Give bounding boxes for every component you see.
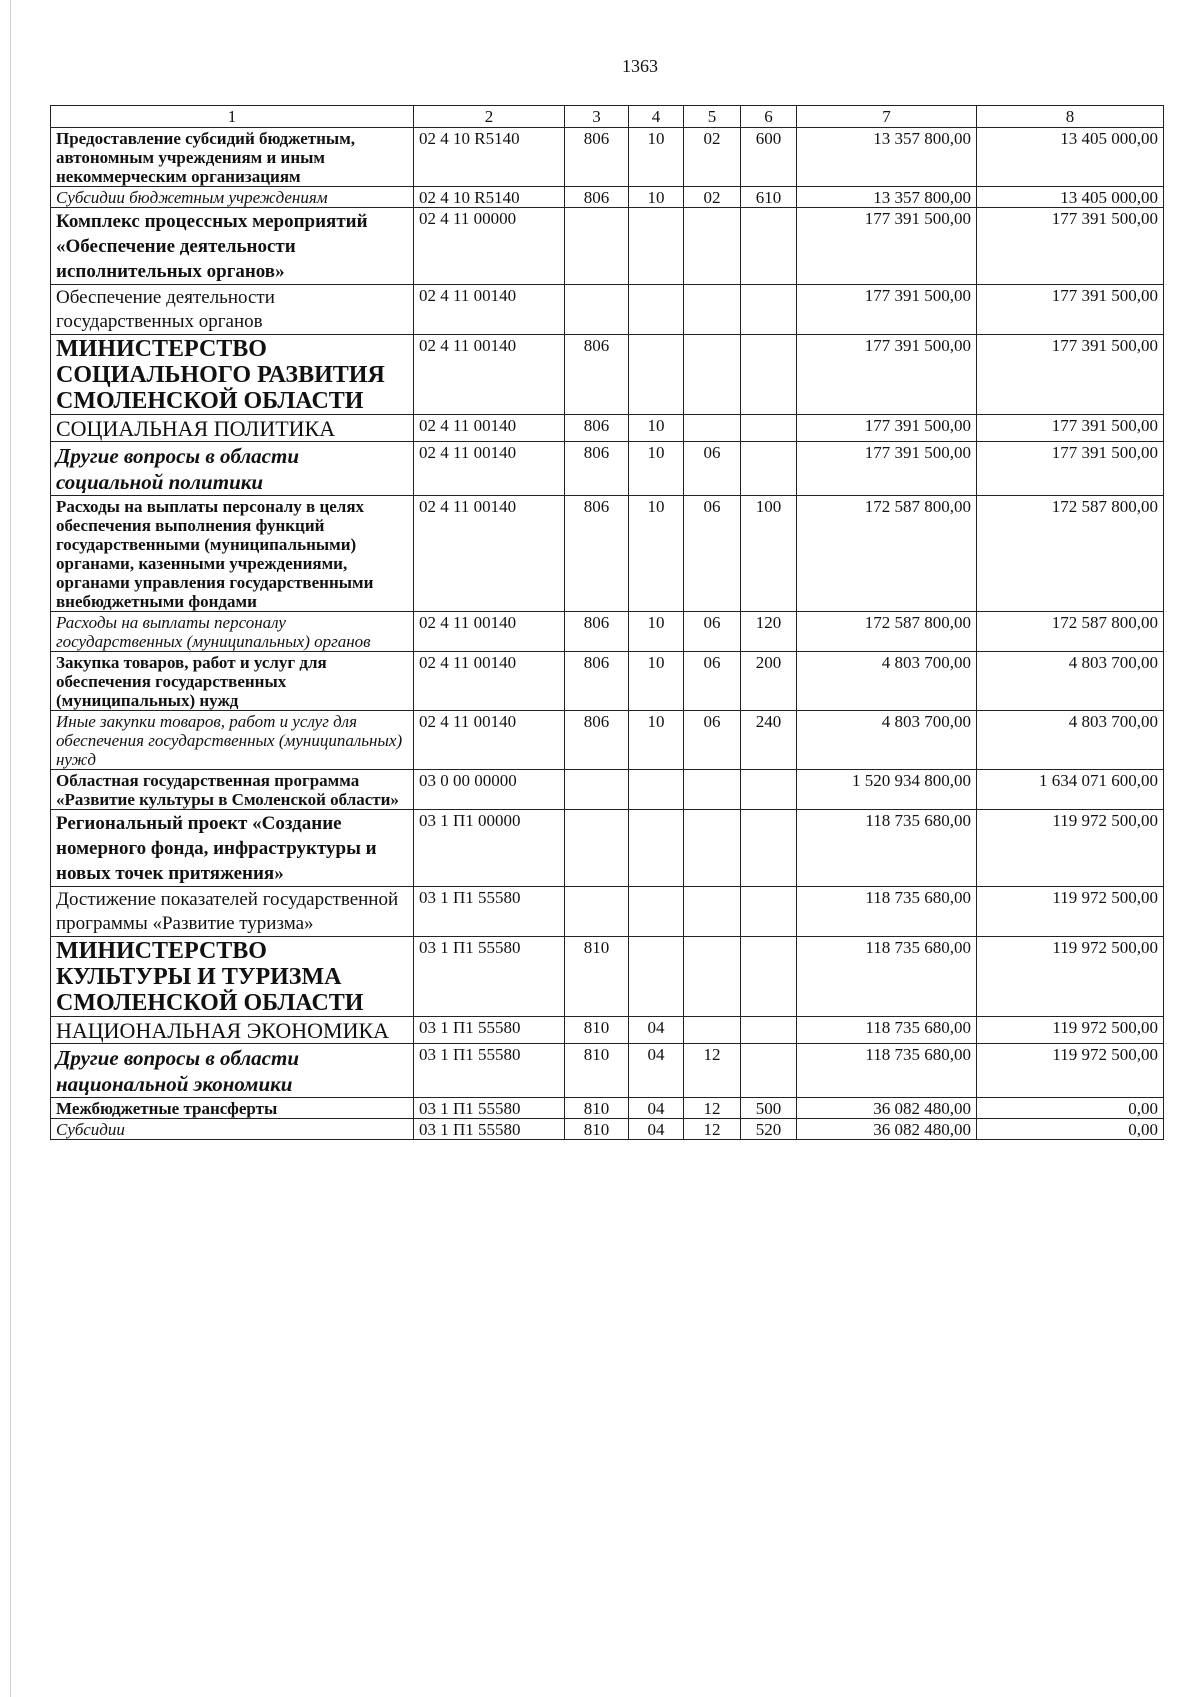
column-header: 8 bbox=[977, 106, 1164, 128]
row-code-cell: 02 4 11 00140 bbox=[414, 442, 565, 496]
row-name-cell: МИНИСТЕРСТВО КУЛЬТУРЫ И ТУРИЗМА СМОЛЕНСКОЙ ОБЛАСТИ bbox=[51, 937, 414, 1017]
table-row bbox=[51, 496, 1164, 612]
row-col6-cell bbox=[741, 415, 797, 442]
row-col4-cell bbox=[629, 810, 684, 887]
row-code-cell: 02 4 10 R5140 bbox=[414, 187, 565, 208]
row-amount-year1-cell: 172 587 800,00 bbox=[797, 612, 977, 652]
row-col4-cell: 04 bbox=[629, 1119, 684, 1140]
row-col5-cell: 12 bbox=[684, 1098, 741, 1119]
row-col4-cell bbox=[629, 770, 684, 810]
row-col6-cell: 240 bbox=[741, 711, 797, 770]
row-name-cell: НАЦИОНАЛЬНАЯ ЭКОНОМИКА bbox=[51, 1017, 414, 1044]
row-col6-cell bbox=[741, 335, 797, 415]
row-code-cell: 03 1 П1 55580 bbox=[414, 937, 565, 1017]
row-amount-year1-cell: 118 735 680,00 bbox=[797, 810, 977, 887]
row-col6-cell: 120 bbox=[741, 612, 797, 652]
row-code-cell: 03 1 П1 55580 bbox=[414, 1017, 565, 1044]
row-col3-cell: 810 bbox=[565, 1119, 629, 1140]
row-amount-year1-cell: 36 082 480,00 bbox=[797, 1119, 977, 1140]
column-header: 5 bbox=[684, 106, 741, 128]
row-amount-year2-cell: 177 391 500,00 bbox=[977, 285, 1164, 335]
row-col6-cell: 600 bbox=[741, 128, 797, 187]
row-name-cell: Комплекс процессных мероприятий «Обеспечение деятельности исполнительных органов» bbox=[51, 208, 414, 285]
row-code-cell: 02 4 11 00140 bbox=[414, 612, 565, 652]
table-row bbox=[51, 208, 1164, 285]
row-name-cell: Расходы на выплаты персоналу в целях обеспечения выполнения функций государственными (муниципальными) органами, казенными учреждениями, органами управления государственными внебюджетными фондами bbox=[51, 496, 414, 612]
row-name-cell: Другие вопросы в области национальной экономики bbox=[51, 1044, 414, 1098]
row-col3-cell bbox=[565, 285, 629, 335]
table-row bbox=[51, 415, 1164, 442]
row-code-cell: 03 1 П1 55580 bbox=[414, 1119, 565, 1140]
row-name-cell: СОЦИАЛЬНАЯ ПОЛИТИКА bbox=[51, 415, 414, 442]
row-code-cell: 02 4 10 R5140 bbox=[414, 128, 565, 187]
row-col4-cell: 04 bbox=[629, 1098, 684, 1119]
row-amount-year2-cell: 172 587 800,00 bbox=[977, 612, 1164, 652]
row-col3-cell: 810 bbox=[565, 937, 629, 1017]
row-col3-cell: 806 bbox=[565, 711, 629, 770]
budget-table bbox=[50, 105, 1164, 1140]
row-amount-year1-cell: 118 735 680,00 bbox=[797, 937, 977, 1017]
row-col4-cell: 10 bbox=[629, 612, 684, 652]
column-header: 7 bbox=[797, 106, 977, 128]
row-amount-year2-cell: 177 391 500,00 bbox=[977, 208, 1164, 285]
table-row bbox=[51, 187, 1164, 208]
row-col6-cell: 200 bbox=[741, 652, 797, 711]
table-row bbox=[51, 128, 1164, 187]
row-amount-year1-cell: 118 735 680,00 bbox=[797, 887, 977, 937]
row-name-cell: МИНИСТЕРСТВО СОЦИАЛЬНОГО РАЗВИТИЯ СМОЛЕНСКОЙ ОБЛАСТИ bbox=[51, 335, 414, 415]
column-header: 6 bbox=[741, 106, 797, 128]
row-amount-year1-cell: 36 082 480,00 bbox=[797, 1098, 977, 1119]
row-col3-cell: 806 bbox=[565, 335, 629, 415]
row-amount-year1-cell: 4 803 700,00 bbox=[797, 652, 977, 711]
row-col3-cell bbox=[565, 887, 629, 937]
row-col4-cell: 04 bbox=[629, 1044, 684, 1098]
table-row bbox=[51, 770, 1164, 810]
row-code-cell: 02 4 11 00140 bbox=[414, 415, 565, 442]
column-header: 1 bbox=[51, 106, 414, 128]
row-col6-cell: 610 bbox=[741, 187, 797, 208]
row-col5-cell bbox=[684, 285, 741, 335]
row-amount-year1-cell: 13 357 800,00 bbox=[797, 128, 977, 187]
table-row bbox=[51, 937, 1164, 1017]
table-row bbox=[51, 1098, 1164, 1119]
row-amount-year2-cell: 119 972 500,00 bbox=[977, 1017, 1164, 1044]
column-header: 3 bbox=[565, 106, 629, 128]
row-col6-cell bbox=[741, 887, 797, 937]
row-col4-cell: 10 bbox=[629, 496, 684, 612]
row-amount-year2-cell: 172 587 800,00 bbox=[977, 496, 1164, 612]
row-col4-cell bbox=[629, 887, 684, 937]
row-col3-cell: 806 bbox=[565, 187, 629, 208]
row-col5-cell: 06 bbox=[684, 711, 741, 770]
row-col6-cell: 100 bbox=[741, 496, 797, 612]
row-amount-year2-cell: 13 405 000,00 bbox=[977, 187, 1164, 208]
row-col4-cell: 10 bbox=[629, 652, 684, 711]
row-col3-cell: 806 bbox=[565, 652, 629, 711]
row-col6-cell bbox=[741, 208, 797, 285]
row-code-cell: 03 1 П1 55580 bbox=[414, 887, 565, 937]
row-col5-cell: 02 bbox=[684, 128, 741, 187]
table-row bbox=[51, 335, 1164, 415]
row-amount-year1-cell: 4 803 700,00 bbox=[797, 711, 977, 770]
table-row bbox=[51, 612, 1164, 652]
row-col4-cell bbox=[629, 285, 684, 335]
row-col3-cell: 806 bbox=[565, 442, 629, 496]
row-col6-cell bbox=[741, 770, 797, 810]
row-col4-cell: 10 bbox=[629, 128, 684, 187]
table-row bbox=[51, 1119, 1164, 1140]
column-header: 4 bbox=[629, 106, 684, 128]
row-col6-cell bbox=[741, 1044, 797, 1098]
row-col3-cell: 810 bbox=[565, 1098, 629, 1119]
row-col4-cell: 04 bbox=[629, 1017, 684, 1044]
row-col6-cell bbox=[741, 810, 797, 887]
row-amount-year1-cell: 13 357 800,00 bbox=[797, 187, 977, 208]
row-col5-cell: 12 bbox=[684, 1044, 741, 1098]
row-amount-year1-cell: 1 520 934 800,00 bbox=[797, 770, 977, 810]
scan-edge-line bbox=[10, 0, 11, 1697]
row-amount-year2-cell: 1 634 071 600,00 bbox=[977, 770, 1164, 810]
row-name-cell: Расходы на выплаты персоналу государственных (муниципальных) органов bbox=[51, 612, 414, 652]
row-name-cell: Межбюджетные трансферты bbox=[51, 1098, 414, 1119]
row-code-cell: 02 4 11 00000 bbox=[414, 208, 565, 285]
row-col4-cell: 10 bbox=[629, 187, 684, 208]
row-amount-year1-cell: 118 735 680,00 bbox=[797, 1044, 977, 1098]
row-col5-cell: 06 bbox=[684, 442, 741, 496]
row-col3-cell: 806 bbox=[565, 496, 629, 612]
row-amount-year2-cell: 4 803 700,00 bbox=[977, 652, 1164, 711]
row-amount-year2-cell: 0,00 bbox=[977, 1098, 1164, 1119]
row-col5-cell: 02 bbox=[684, 187, 741, 208]
row-col5-cell bbox=[684, 335, 741, 415]
row-col4-cell bbox=[629, 208, 684, 285]
row-col5-cell bbox=[684, 208, 741, 285]
row-col5-cell bbox=[684, 810, 741, 887]
row-col3-cell: 810 bbox=[565, 1044, 629, 1098]
row-col4-cell bbox=[629, 335, 684, 415]
row-amount-year2-cell: 4 803 700,00 bbox=[977, 711, 1164, 770]
row-col5-cell bbox=[684, 770, 741, 810]
row-amount-year2-cell: 0,00 bbox=[977, 1119, 1164, 1140]
row-col4-cell: 10 bbox=[629, 442, 684, 496]
row-name-cell: Достижение показателей государственной программы «Развитие туризма» bbox=[51, 887, 414, 937]
table-row bbox=[51, 887, 1164, 937]
table-row bbox=[51, 1044, 1164, 1098]
row-code-cell: 02 4 11 00140 bbox=[414, 711, 565, 770]
row-name-cell: Субсидии bbox=[51, 1119, 414, 1140]
row-name-cell: Региональный проект «Создание номерного фонда, инфраструктуры и новых точек притяжения» bbox=[51, 810, 414, 887]
row-col5-cell: 06 bbox=[684, 612, 741, 652]
page-number: 1363 bbox=[622, 56, 658, 76]
row-name-cell: Областная государственная программа «Развитие культуры в Смоленской области» bbox=[51, 770, 414, 810]
row-col6-cell bbox=[741, 1017, 797, 1044]
table-body bbox=[51, 128, 1164, 1140]
row-amount-year1-cell: 177 391 500,00 bbox=[797, 415, 977, 442]
row-code-cell: 02 4 11 00140 bbox=[414, 335, 565, 415]
table-row bbox=[51, 1017, 1164, 1044]
row-name-cell: Обеспечение деятельности государственных органов bbox=[51, 285, 414, 335]
column-header: 2 bbox=[414, 106, 565, 128]
row-amount-year1-cell: 172 587 800,00 bbox=[797, 496, 977, 612]
row-code-cell: 03 1 П1 55580 bbox=[414, 1098, 565, 1119]
row-col3-cell bbox=[565, 208, 629, 285]
row-name-cell: Иные закупки товаров, работ и услуг для обеспечения государственных (муниципальных) нужд bbox=[51, 711, 414, 770]
row-amount-year1-cell: 177 391 500,00 bbox=[797, 208, 977, 285]
row-code-cell: 02 4 11 00140 bbox=[414, 285, 565, 335]
row-col3-cell: 806 bbox=[565, 612, 629, 652]
row-col6-cell bbox=[741, 937, 797, 1017]
row-col6-cell: 520 bbox=[741, 1119, 797, 1140]
row-code-cell: 02 4 11 00140 bbox=[414, 652, 565, 711]
table-row bbox=[51, 442, 1164, 496]
row-col3-cell bbox=[565, 770, 629, 810]
row-name-cell: Закупка товаров, работ и услуг для обеспечения государственных (муниципальных) нужд bbox=[51, 652, 414, 711]
row-amount-year2-cell: 119 972 500,00 bbox=[977, 1044, 1164, 1098]
row-col4-cell: 10 bbox=[629, 711, 684, 770]
row-col5-cell bbox=[684, 1017, 741, 1044]
row-amount-year2-cell: 119 972 500,00 bbox=[977, 937, 1164, 1017]
row-col4-cell: 10 bbox=[629, 415, 684, 442]
table-row bbox=[51, 285, 1164, 335]
row-col3-cell: 806 bbox=[565, 128, 629, 187]
row-amount-year2-cell: 119 972 500,00 bbox=[977, 810, 1164, 887]
row-col5-cell: 06 bbox=[684, 496, 741, 612]
row-amount-year2-cell: 177 391 500,00 bbox=[977, 442, 1164, 496]
row-amount-year2-cell: 13 405 000,00 bbox=[977, 128, 1164, 187]
row-code-cell: 02 4 11 00140 bbox=[414, 496, 565, 612]
row-col3-cell: 806 bbox=[565, 415, 629, 442]
row-col5-cell bbox=[684, 415, 741, 442]
row-code-cell: 03 1 П1 55580 bbox=[414, 1044, 565, 1098]
table-row bbox=[51, 810, 1164, 887]
row-col6-cell bbox=[741, 442, 797, 496]
table-row bbox=[51, 711, 1164, 770]
row-col3-cell bbox=[565, 810, 629, 887]
row-name-cell: Субсидии бюджетным учреждениям bbox=[51, 187, 414, 208]
row-col5-cell: 12 bbox=[684, 1119, 741, 1140]
table-header-row bbox=[51, 106, 1164, 128]
row-amount-year2-cell: 177 391 500,00 bbox=[977, 415, 1164, 442]
row-amount-year1-cell: 177 391 500,00 bbox=[797, 335, 977, 415]
row-col3-cell: 810 bbox=[565, 1017, 629, 1044]
row-name-cell: Другие вопросы в области социальной политики bbox=[51, 442, 414, 496]
row-col6-cell bbox=[741, 285, 797, 335]
row-col6-cell: 500 bbox=[741, 1098, 797, 1119]
row-col5-cell: 06 bbox=[684, 652, 741, 711]
row-amount-year1-cell: 177 391 500,00 bbox=[797, 442, 977, 496]
row-code-cell: 03 1 П1 00000 bbox=[414, 810, 565, 887]
row-col5-cell bbox=[684, 937, 741, 1017]
row-col4-cell bbox=[629, 937, 684, 1017]
row-amount-year1-cell: 118 735 680,00 bbox=[797, 1017, 977, 1044]
table-row bbox=[51, 652, 1164, 711]
row-col5-cell bbox=[684, 887, 741, 937]
row-name-cell: Предоставление субсидий бюджетным, автономным учреждениям и иным некоммерческим организациям bbox=[51, 128, 414, 187]
row-amount-year1-cell: 177 391 500,00 bbox=[797, 285, 977, 335]
row-amount-year2-cell: 119 972 500,00 bbox=[977, 887, 1164, 937]
row-code-cell: 03 0 00 00000 bbox=[414, 770, 565, 810]
row-amount-year2-cell: 177 391 500,00 bbox=[977, 335, 1164, 415]
